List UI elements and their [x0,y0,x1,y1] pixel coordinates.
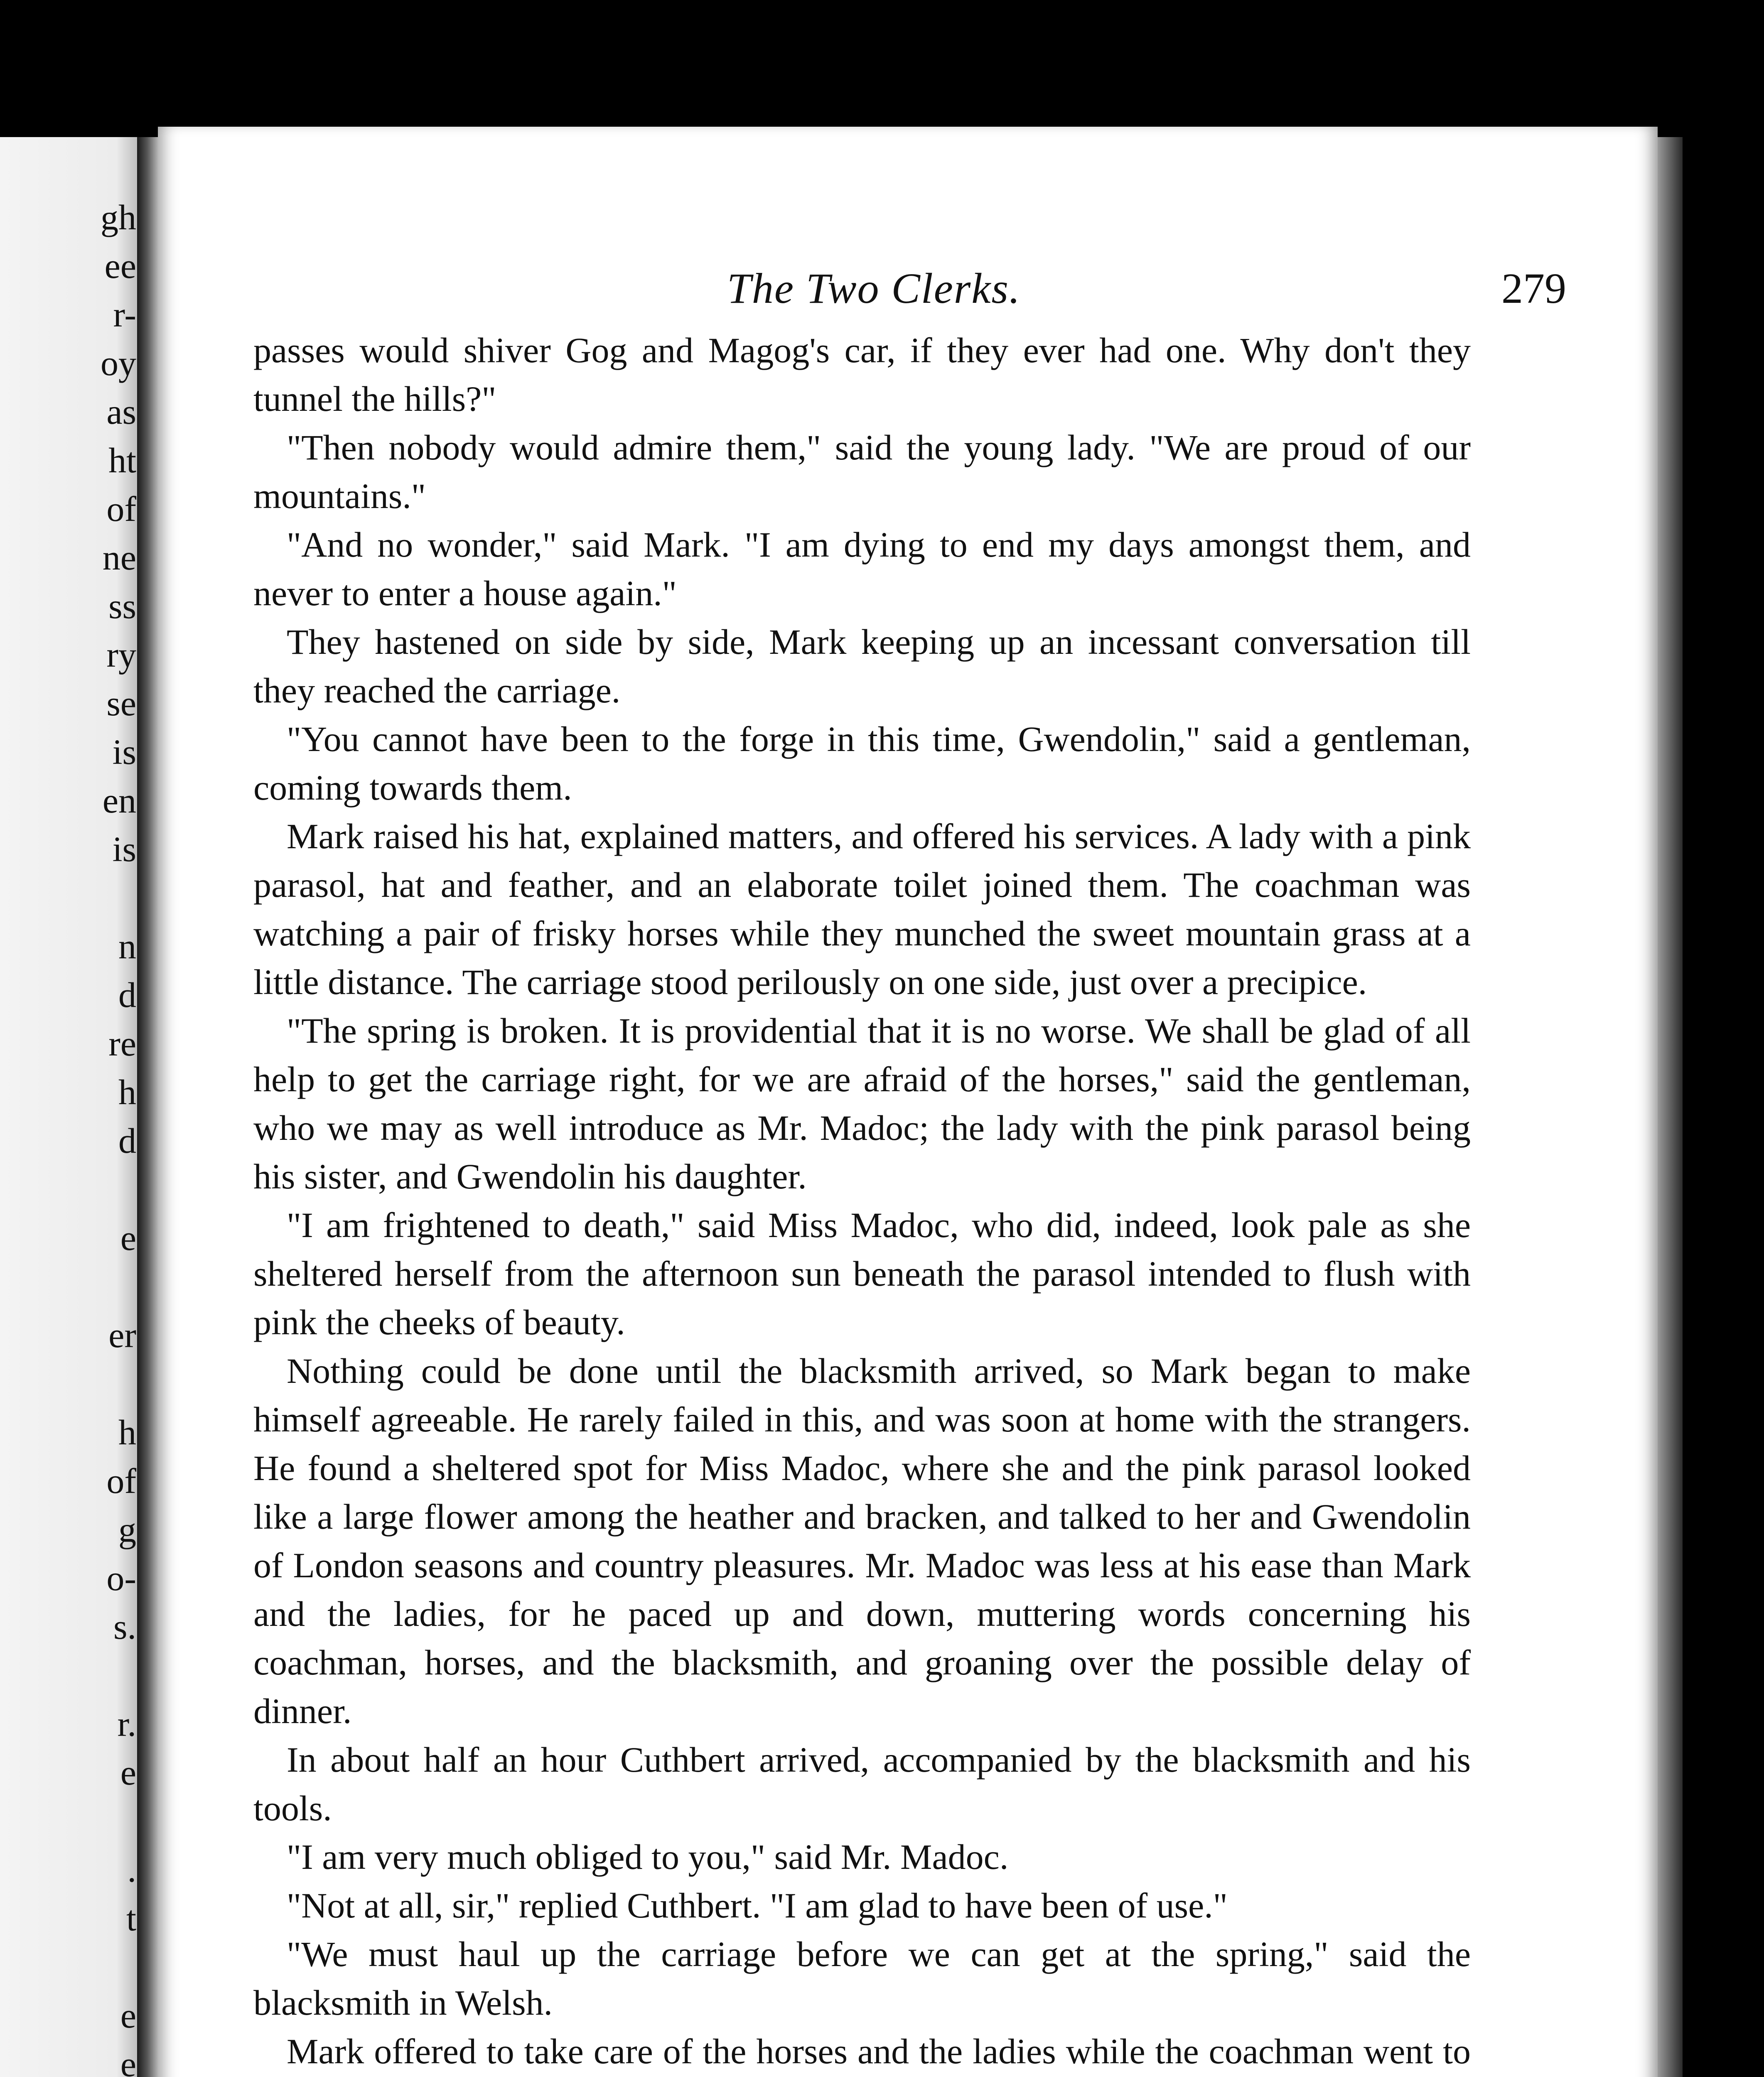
previous-page-line-fragment: re [108,1024,136,1063]
previous-page-line-fragment: d [118,1121,136,1161]
page-header [158,264,1658,314]
previous-page-line-fragment: of [106,489,136,529]
paragraph: Mark raised his hat, explained matters, and offered his services. A lady with a pink parasol, hat and feather, and an elaborate toilet joined them. The coachman was watching a pair of frisky horses while they munched the sweet mountain grass at a little distance. The carriage stood perilously on one side, just over a precipice. [253,816,1471,1002]
previous-page-line-fragment: er [108,1315,136,1355]
page-number: 279 [1501,265,1566,312]
previous-page-line-fragment: o- [106,1558,136,1598]
paragraph: They hastened on side by side, Mark keeping up an incessant conversation till they reached the carriage. [253,622,1471,710]
paragraph: "I am very much obliged to you," said Mr. Madoc. [287,1837,1009,1877]
page-right-edge [1658,137,1683,2077]
book-page [158,127,1658,2077]
previous-page-line-fragment: e [120,1996,136,2035]
paragraph: passes would shiver Gog and Magog's car, if they ever had one. Why don't they tunnel the hills?" [253,330,1471,419]
paragraph: Nothing could be done until the blacksmith arrived, so Mark began to make himself agreeable. He rarely failed in this, and was soon at home with the strangers. He found a sheltered spot for Miss Madoc, where she and the pink parasol looked like a large flower among the heather and bracken, and talked to her and Gwendolin of London seasons and country pleasures. Mr. Madoc was less at his ease than Mark and the ladies, for he paced up and down, muttering words concerning his coachman, horses, and the blacksmith, and groaning over the possible delay of dinner. [253,1351,1471,1731]
previous-page-line-fragment: g [118,1510,136,1549]
previous-page-line-fragment: h [118,1412,136,1452]
previous-page-line-fragment: ry [106,635,136,675]
previous-page-line-fragment: is [112,732,136,772]
paragraph: "I am frightened to death," said Miss Madoc, who did, indeed, look pale as she sheltered herself from the afternoon sun beneath the parasol intended to flush with pink the cheeks of beauty. [253,1205,1471,1342]
previous-page-line-fragment: en [102,781,136,820]
previous-page-line-fragment: h [118,1072,136,1112]
running-title: The Two Clerks. [727,265,1021,312]
previous-page-line-fragment: e [120,1753,136,1792]
previous-page-line-fragment: e [120,1218,136,1258]
previous-page-line-fragment: ss [108,586,136,626]
previous-page-edge [0,137,145,2077]
previous-page-line-fragment: s. [113,1607,136,1647]
previous-page-line-fragment: ne [102,538,136,577]
previous-page-line-fragment: as [106,392,136,432]
previous-page-line-fragment: n [118,926,136,966]
paragraph: Mark offered to take care of the horses and the ladies while the coachman went to [287,2031,1471,2071]
paragraph: "You cannot have been to the forge in this time, Gwendolin," said a gentleman, coming towards them. [253,719,1471,808]
previous-page-line-fragment: gh [101,197,136,237]
previous-page-line-fragment: of [106,1461,136,1501]
previous-page-line-fragment: t [126,1898,136,1938]
previous-page-line-fragment: d [118,975,136,1015]
paragraph: "The spring is broken. It is providential that it is no worse. We shall be glad of all help to get the carriage right, for we are afraid of the horses," said the gentleman, who we may as well introduce as Mr. Madoc; the lady with the pink parasol being his sister, and Gwendolin his daughter. [253,1011,1471,1196]
paragraph: "Not at all, sir," replied Cuthbert. "I am glad to have been of use." [287,1886,1228,1925]
previous-page-line-fragment: se [106,683,136,723]
previous-page-line-fragment: oy [101,343,136,383]
previous-page-line-fragment: r. [117,1704,136,1744]
previous-page-line-fragment: e [120,2044,136,2077]
paragraph: In about half an hour Cuthbert arrived, accompanied by the blacksmith and his tools. [253,1740,1471,1828]
paragraph: "Then nobody would admire them," said the young lady. "We are proud of our mountains." [253,427,1471,516]
previous-page-line-fragment: ee [104,246,136,286]
previous-page-line-fragment: is [112,829,136,869]
previous-page-line-fragment: r- [113,295,136,334]
body-text [253,326,1471,2077]
paragraph: "And no wonder," said Mark. "I am dying to end my days amongst them, and never to enter a house again." [253,525,1471,613]
previous-page-line-fragment: ht [108,440,136,480]
previous-page-line-fragment: . [127,1850,136,1890]
paragraph: "We must haul up the carriage before we can get at the spring," said the blacksmith in Welsh. [253,1934,1471,2023]
